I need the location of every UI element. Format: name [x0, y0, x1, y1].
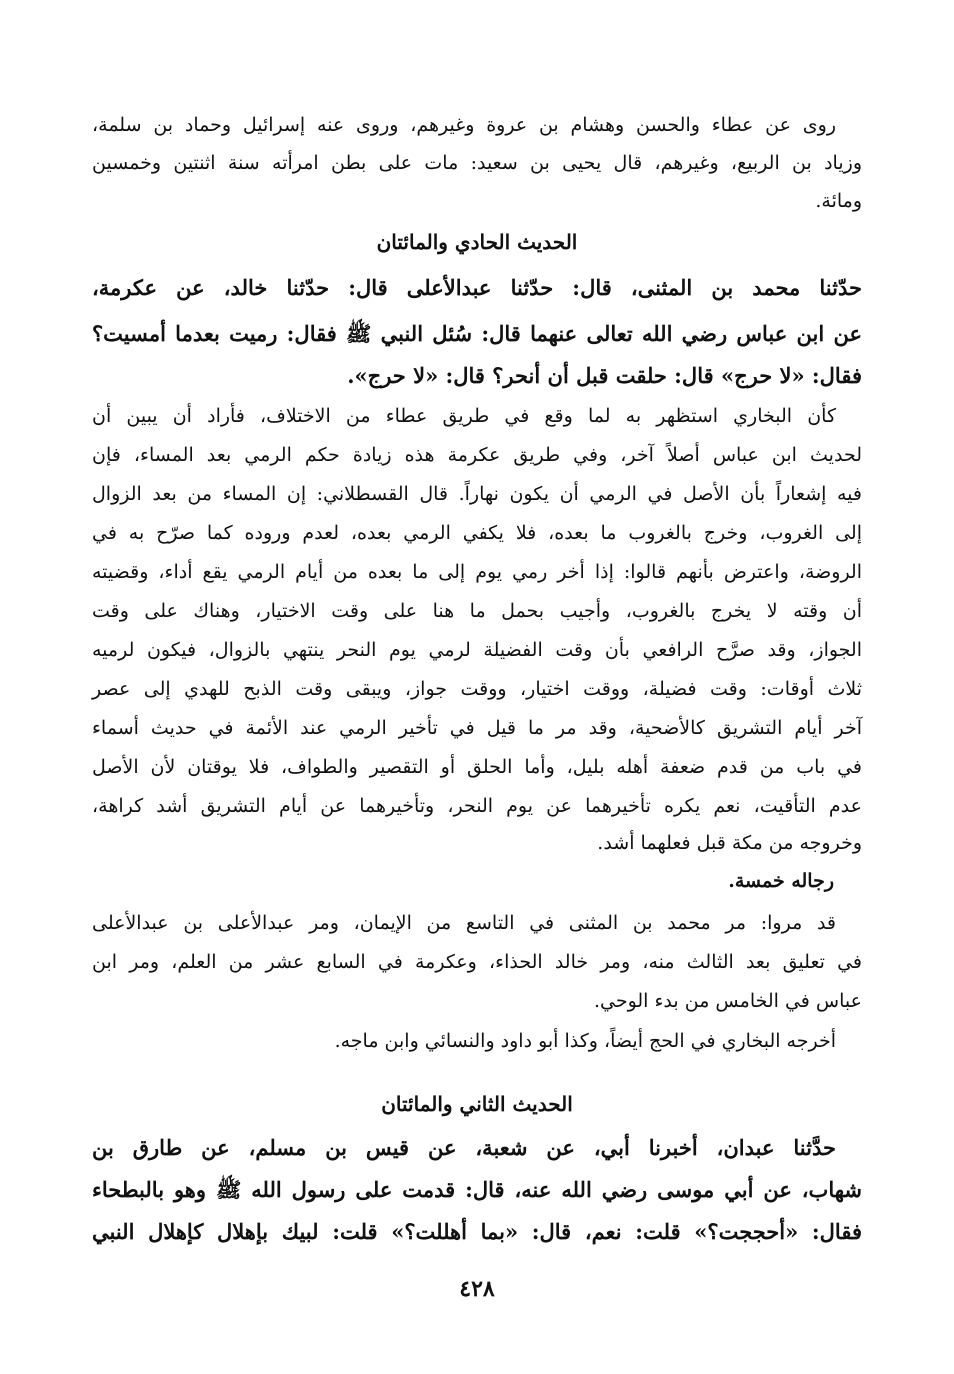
hadith-202-line: فقال: «أحججت؟» قلت: نعم، قال: «بما أهللت؟» قلت: لبيك بإهلال كإهلال النبي	[92, 1219, 862, 1244]
commentary-line: كأن البخاري استظهر به لما وقع في طريق عطاء من الاختلاف، فأراد أن يبين أن	[92, 405, 836, 427]
rijal-line: في تعليق بعد الثالث منه، ومر خالد الحذاء، وعكرمة في السابع عشر من العلم، ومر ابن	[92, 951, 862, 973]
intro-line: روى عن عطاء والحسن وهشام بن عروة وغيرهم، وروى عنه إسرائيل وحماد بن سلمة،	[92, 114, 836, 136]
hadith-202-line: حدَّثنا عبدان، أخبرنا أبي، عن شعبة، عن قيس بن مسلم، عن طارق بن	[92, 1135, 836, 1160]
hadith-202-heading: الحديث الثاني والمائتان	[381, 1092, 573, 1116]
hadith-201-line: فقال: «لا حرج» قال: حلقت قبل أن أنحر؟ قال: «لا حرج».	[347, 363, 862, 388]
rijal-heading: رجاله خمسة.	[728, 870, 834, 892]
commentary-line: في باب من قدم ضعفة أهله بليل، وأما الحلق أو التقصير والطواف، فلا يوقتان لأن الأصل	[92, 756, 862, 778]
commentary-line: إلى الغروب، وخرج بالغروب ما بعده، فلا يكفي الرمي بعده، لعدم وروده كما صرّح به في	[92, 522, 862, 544]
commentary-line: آخر أيام التشريق كالأضحية، وقد مر ما قيل في تأخير الرمي عند الأئمة في حديث أسماء	[92, 717, 862, 739]
hadith-201-heading: الحديث الحادي والمائتان	[376, 230, 578, 254]
intro-line: وزياد بن الربيع، وغيرهم، قال يحيى بن سعيد: مات على بطن امرأته سنة اثنتين وخمسين	[92, 152, 862, 174]
commentary-line: أن وقته لا يخرج بالغروب، وأجيب بحمل ما هنا على وقت الاختيار، وهناك على وقت	[92, 600, 863, 622]
commentary-line: ثلاث أوقات: وقت فضيلة، ووقت اختيار، ووقت جواز، ويبقى وقت الذبح للهدي إلى عصر	[92, 678, 862, 700]
commentary-line: الجواز، وقد صرَّح الرافعي بأن وقت الفضيلة لرمي يوم النحر ينتهي بالزوال، فيكون لرميه	[92, 639, 862, 661]
page-number: ٤٢٨	[459, 1276, 495, 1302]
hadith-202-line: شهاب، عن أبي موسى رضي الله عنه، قال: قدمت على رسول الله ﷺ وهو بالبطحاء	[92, 1177, 862, 1202]
commentary-line: الروضة، واعترض بأنهم قالوا: إذا أخر رمي يوم إلى ما بعده من أيام الرمي يقع أداء، وقضيته	[92, 561, 862, 583]
rijal-line: قد مروا: مر محمد بن المثنى في التاسع من الإيمان، ومر عبدالأعلى بن عبدالأعلى	[92, 912, 836, 934]
intro-line: ومائة.	[815, 190, 862, 212]
commentary-line: عدم التأقيت، نعم يكره تأخيرهما عن يوم النحر، وتأخيرهما عن أيام التشريق أشد كراهة،	[92, 795, 862, 817]
takhrij-line: أخرجه البخاري في الحج أيضاً، وكذا أبو داود والنسائي وابن ماجه.	[334, 1030, 836, 1052]
hadith-201-line: حدّثنا محمد بن المثنى، قال: حدّثنا عبدالأعلى قال: حدّثنا خالد، عن عكرمة،	[92, 275, 862, 300]
commentary-line: لحديث ابن عباس أصلاً آخر، وفي طريق عكرمة هذه زيادة حكم الرمي بعد المساء، فإن	[92, 444, 862, 466]
commentary-line: وخروجه من مكة قبل فعلهما أشد.	[597, 832, 862, 854]
commentary-line: فيه إشعاراً بأن الأصل في الرمي أن يكون نهاراً. قال القسطلاني: إن المساء من بعد الزوال	[92, 483, 862, 505]
hadith-201-line: عن ابن عباس رضي الله تعالى عنهما قال: سُئل النبي ﷺ فقال: رميت بعدما أمسيت؟	[92, 321, 862, 346]
rijal-line: عباس في الخامس من بدء الوحي.	[593, 990, 862, 1012]
